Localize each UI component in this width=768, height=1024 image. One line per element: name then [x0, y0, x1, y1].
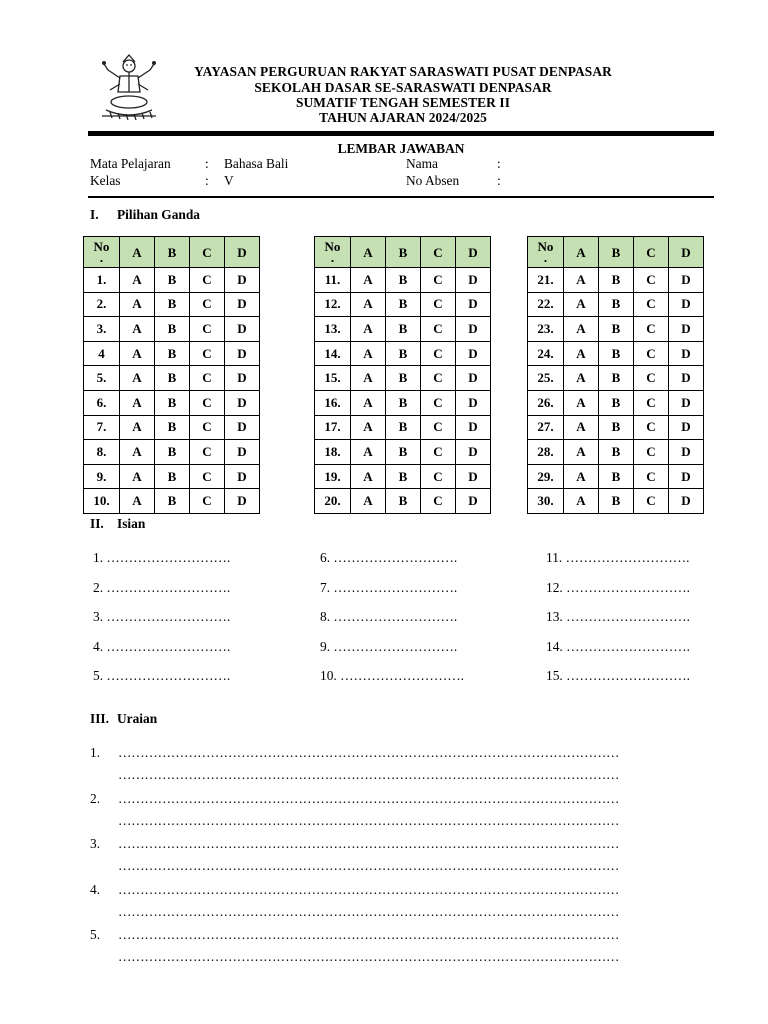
isian-answer-blank[interactable]: 5. ……………………….	[93, 668, 231, 683]
name-label: Nama	[406, 156, 438, 171]
answer-option-b[interactable]: B	[599, 489, 634, 514]
mc-row	[528, 440, 704, 465]
answer-option-c[interactable]: C	[421, 415, 456, 440]
answer-option-a[interactable]: A	[351, 292, 386, 317]
answer-option-b[interactable]: B	[386, 415, 421, 440]
answer-option-a[interactable]: A	[564, 415, 599, 440]
uraian-number: 3.	[90, 836, 101, 851]
question-number: 28.	[528, 440, 564, 465]
answer-option-c[interactable]: C	[190, 464, 225, 489]
mc-header-option: B	[155, 237, 190, 268]
answer-option-b[interactable]: B	[599, 341, 634, 366]
answer-option-b[interactable]: B	[599, 268, 634, 293]
answer-option-c[interactable]: C	[634, 341, 669, 366]
answer-option-a[interactable]: A	[120, 464, 155, 489]
answer-option-d[interactable]: D	[456, 489, 491, 514]
mc-table-1	[83, 236, 260, 514]
question-number: 4	[84, 341, 120, 366]
question-number: 12.	[315, 292, 351, 317]
answer-option-c[interactable]: C	[634, 366, 669, 391]
mc-row	[528, 390, 704, 415]
question-number: 1.	[84, 268, 120, 293]
answer-option-d[interactable]: D	[669, 292, 704, 317]
isian-answer-blank[interactable]: 2. ……………………….	[93, 579, 231, 595]
question-number: 27.	[528, 415, 564, 440]
mc-header-option: B	[599, 237, 634, 268]
mc-row	[528, 415, 704, 440]
question-number: 6.	[84, 390, 120, 415]
isian-answer-blank[interactable]: 8. ……………………….	[320, 609, 458, 624]
mc-row	[84, 341, 260, 366]
answer-option-b[interactable]: B	[599, 292, 634, 317]
answer-option-b[interactable]: B	[386, 317, 421, 342]
answer-option-d[interactable]: D	[669, 366, 704, 391]
answer-option-b[interactable]: B	[599, 464, 634, 489]
isian-answer-blank[interactable]: 10. ……………………….	[320, 668, 464, 683]
answer-option-b[interactable]: B	[386, 464, 421, 489]
isian-answer-blank[interactable]: 7. ……………………….	[320, 579, 458, 595]
answer-option-d[interactable]: D	[669, 268, 704, 293]
answer-option-d[interactable]: D	[456, 268, 491, 293]
mc-row	[528, 366, 704, 391]
section-uraian-number: III.	[90, 711, 109, 726]
uraian-answer-line[interactable]: ……………………………………………………………………………………………………	[118, 767, 620, 782]
answer-option-b[interactable]: B	[155, 464, 190, 489]
answer-option-c[interactable]: C	[190, 268, 225, 293]
answer-option-b[interactable]: B	[386, 341, 421, 366]
answer-option-c[interactable]: C	[634, 440, 669, 465]
question-number: 22.	[528, 292, 564, 317]
answer-option-a[interactable]: A	[120, 440, 155, 465]
answer-option-a[interactable]: A	[351, 440, 386, 465]
isian-answer-blank[interactable]: 13. ……………………….	[546, 609, 690, 624]
mc-row	[315, 366, 491, 391]
mc-row	[315, 440, 491, 465]
answer-option-c[interactable]: C	[634, 268, 669, 293]
answer-option-a[interactable]: A	[564, 440, 599, 465]
mc-row	[315, 341, 491, 366]
question-number: 3.	[84, 317, 120, 342]
uraian-answer-line[interactable]: ……………………………………………………………………………………………………	[118, 927, 620, 942]
answer-option-c[interactable]: C	[190, 341, 225, 366]
header-divider	[88, 131, 714, 136]
answer-option-c[interactable]: C	[421, 317, 456, 342]
answer-option-d[interactable]: D	[669, 489, 704, 514]
answer-option-c[interactable]: C	[190, 317, 225, 342]
answer-option-b[interactable]: B	[155, 268, 190, 293]
question-number: 23.	[528, 317, 564, 342]
answer-option-b[interactable]: B	[155, 366, 190, 391]
mc-row	[84, 464, 260, 489]
question-number: 8.	[84, 440, 120, 465]
mc-table-2	[314, 236, 491, 514]
answer-option-a[interactable]: A	[120, 390, 155, 415]
answer-option-c[interactable]: C	[421, 390, 456, 415]
answer-option-b[interactable]: B	[386, 440, 421, 465]
question-number: 14.	[315, 341, 351, 366]
answer-option-c[interactable]: C	[190, 440, 225, 465]
mc-header-option: B	[386, 237, 421, 268]
answer-option-c[interactable]: C	[190, 292, 225, 317]
answer-option-c[interactable]: C	[421, 341, 456, 366]
answer-option-b[interactable]: B	[155, 390, 190, 415]
isian-answer-blank[interactable]: 3. ……………………….	[93, 609, 231, 624]
answer-option-a[interactable]: A	[351, 341, 386, 366]
isian-answer-blank[interactable]: 11. ……………………….	[546, 550, 690, 565]
answer-option-c[interactable]: C	[190, 489, 225, 514]
mc-row	[315, 292, 491, 317]
question-number: 29.	[528, 464, 564, 489]
mc-row	[528, 292, 704, 317]
mc-row	[528, 464, 704, 489]
answer-option-d[interactable]: D	[456, 292, 491, 317]
mc-header-option: C	[190, 237, 225, 268]
answer-option-c[interactable]: C	[634, 415, 669, 440]
answer-option-a[interactable]: A	[564, 366, 599, 391]
isian-answer-blank[interactable]: 15. ……………………….	[546, 668, 690, 683]
mc-row	[315, 390, 491, 415]
question-number: 5.	[84, 366, 120, 391]
answer-option-b[interactable]: B	[599, 366, 634, 391]
answer-option-c[interactable]: C	[421, 268, 456, 293]
answer-option-a[interactable]: A	[120, 268, 155, 293]
answer-option-c[interactable]: C	[421, 292, 456, 317]
mc-row	[315, 268, 491, 293]
answer-option-b[interactable]: B	[599, 317, 634, 342]
uraian-number: 5.	[90, 927, 101, 942]
info-divider	[88, 196, 714, 198]
mc-header-option: C	[634, 237, 669, 268]
answer-option-b[interactable]: B	[155, 341, 190, 366]
uraian-number: 2.	[90, 790, 101, 806]
question-number: 26.	[528, 390, 564, 415]
header-school: SEKOLAH DASAR SE-SARASWATI DENPASAR	[254, 80, 552, 95]
answer-option-c[interactable]: C	[421, 464, 456, 489]
mc-row	[84, 440, 260, 465]
mc-header-option: A	[564, 237, 599, 268]
answer-option-b[interactable]: B	[155, 415, 190, 440]
question-number: 11.	[315, 268, 351, 293]
uraian-answer-line[interactable]: ……………………………………………………………………………………………………	[118, 858, 620, 873]
question-number: 13.	[315, 317, 351, 342]
header-exam: SUMATIF TENGAH SEMESTER II	[295, 95, 511, 110]
mc-header-option: A	[351, 237, 386, 268]
answer-option-d[interactable]: D	[669, 317, 704, 342]
answer-option-d[interactable]: D	[225, 464, 260, 489]
answer-option-a[interactable]: A	[351, 268, 386, 293]
answer-option-b[interactable]: B	[155, 317, 190, 342]
answer-option-c[interactable]: C	[190, 415, 225, 440]
answer-option-d[interactable]: D	[456, 464, 491, 489]
answer-option-d[interactable]: D	[669, 464, 704, 489]
mc-row	[315, 415, 491, 440]
mc-header-option: A	[120, 237, 155, 268]
answer-option-d[interactable]: D	[456, 341, 491, 366]
answer-option-b[interactable]: B	[386, 366, 421, 391]
answer-option-a[interactable]: A	[351, 390, 386, 415]
question-number: 25.	[528, 366, 564, 391]
answer-option-d[interactable]: D	[669, 341, 704, 366]
answer-option-d[interactable]: D	[456, 415, 491, 440]
question-number: 20.	[315, 489, 351, 514]
answer-option-a[interactable]: A	[564, 341, 599, 366]
uraian-answer-line[interactable]: ……………………………………………………………………………………………………	[118, 949, 620, 964]
mc-header-no: No .	[84, 237, 120, 268]
mc-row	[84, 390, 260, 415]
question-number: 16.	[315, 390, 351, 415]
question-number: 30.	[528, 489, 564, 514]
mc-header-no: No .	[528, 237, 564, 268]
mc-row	[315, 464, 491, 489]
name-field[interactable]: :	[497, 156, 501, 171]
mc-table-3	[527, 236, 704, 514]
answer-option-c[interactable]: C	[634, 317, 669, 342]
mc-row	[84, 489, 260, 514]
isian-answer-blank[interactable]: 14. ……………………….	[546, 638, 690, 654]
answer-option-b[interactable]: B	[386, 292, 421, 317]
section-pg-title: Pilihan Ganda	[117, 207, 200, 222]
isian-answer-blank[interactable]: 9. ……………………….	[320, 638, 458, 654]
answer-option-d[interactable]: D	[225, 366, 260, 391]
answer-option-d[interactable]: D	[225, 440, 260, 465]
answer-option-c[interactable]: C	[190, 390, 225, 415]
answer-option-a[interactable]: A	[351, 317, 386, 342]
answer-option-c[interactable]: C	[190, 366, 225, 391]
answer-option-c[interactable]: C	[634, 489, 669, 514]
answer-option-a[interactable]: A	[120, 415, 155, 440]
answer-option-d[interactable]: D	[225, 292, 260, 317]
answer-option-d[interactable]: D	[456, 390, 491, 415]
section-pg-number: I.	[90, 207, 99, 222]
answer-option-a[interactable]: A	[564, 268, 599, 293]
class-label: Kelas	[90, 173, 121, 188]
mc-header-no: No .	[315, 237, 351, 268]
mc-row	[315, 317, 491, 342]
uraian-answer-line[interactable]: ……………………………………………………………………………………………………	[118, 881, 620, 897]
answer-option-d[interactable]: D	[225, 415, 260, 440]
mc-row	[315, 489, 491, 514]
section-isian-title: Isian	[117, 516, 146, 531]
section-isian-number: II.	[90, 516, 104, 531]
question-number: 17.	[315, 415, 351, 440]
question-number: 7.	[84, 415, 120, 440]
answer-option-a[interactable]: A	[120, 366, 155, 391]
mc-row	[84, 268, 260, 293]
question-number: 10.	[84, 489, 120, 514]
question-number: 24.	[528, 341, 564, 366]
mc-row	[84, 366, 260, 391]
mc-header-option: D	[669, 237, 704, 268]
saraswati-logo-icon	[96, 52, 162, 124]
answer-option-c[interactable]: C	[421, 440, 456, 465]
subject-colon: :	[205, 156, 209, 171]
uraian-answer-line[interactable]: ……………………………………………………………………………………………………	[118, 812, 620, 828]
mc-row	[528, 489, 704, 514]
answer-option-d[interactable]: D	[669, 440, 704, 465]
answer-option-a[interactable]: A	[120, 341, 155, 366]
answer-option-b[interactable]: B	[155, 489, 190, 514]
answer-option-a[interactable]: A	[120, 489, 155, 514]
answer-option-d[interactable]: D	[225, 489, 260, 514]
absen-label: No Absen	[406, 173, 460, 188]
answer-option-b[interactable]: B	[599, 390, 634, 415]
answer-option-a[interactable]: A	[351, 366, 386, 391]
answer-option-b[interactable]: B	[599, 415, 634, 440]
answer-option-b[interactable]: B	[155, 292, 190, 317]
answer-option-b[interactable]: B	[155, 440, 190, 465]
header-year: TAHUN AJARAN 2024/2025	[319, 110, 487, 125]
question-number: 19.	[315, 464, 351, 489]
answer-option-d[interactable]: D	[456, 366, 491, 391]
answer-option-d[interactable]: D	[225, 390, 260, 415]
mc-row	[84, 317, 260, 342]
question-number: 9.	[84, 464, 120, 489]
uraian-number: 4.	[90, 881, 101, 897]
answer-option-c[interactable]: C	[634, 464, 669, 489]
answer-option-a[interactable]: A	[120, 317, 155, 342]
answer-option-b[interactable]: B	[386, 268, 421, 293]
answer-option-a[interactable]: A	[564, 390, 599, 415]
answer-option-a[interactable]: A	[351, 489, 386, 514]
mc-row	[84, 292, 260, 317]
question-number: 18.	[315, 440, 351, 465]
answer-option-a[interactable]: A	[564, 464, 599, 489]
uraian-answer-line[interactable]: ……………………………………………………………………………………………………	[118, 903, 620, 919]
mc-row	[84, 415, 260, 440]
isian-answer-blank[interactable]: 12. ……………………….	[546, 579, 690, 595]
subject-label: Mata Pelajaran	[90, 156, 171, 171]
mc-header-option: D	[456, 237, 491, 268]
answer-option-a[interactable]: A	[564, 489, 599, 514]
answer-option-d[interactable]: D	[225, 317, 260, 342]
answer-option-c[interactable]: C	[421, 366, 456, 391]
section-uraian-title: Uraian	[117, 711, 158, 726]
answer-option-c[interactable]: C	[634, 292, 669, 317]
header-foundation: YAYASAN PERGURUAN RAKYAT SARASWATI PUSAT DENPASAR	[194, 64, 612, 79]
answer-option-c[interactable]: C	[421, 489, 456, 514]
class-colon: :	[205, 173, 209, 188]
answer-option-d[interactable]: D	[456, 440, 491, 465]
answer-option-b[interactable]: B	[599, 440, 634, 465]
answer-option-b[interactable]: B	[386, 390, 421, 415]
uraian-number: 1.	[90, 745, 101, 760]
isian-answer-blank[interactable]: 4. ……………………….	[93, 638, 231, 654]
answer-option-d[interactable]: D	[669, 390, 704, 415]
answer-option-d[interactable]: D	[456, 317, 491, 342]
answer-option-b[interactable]: B	[386, 489, 421, 514]
sheet-title: LEMBAR JAWABAN	[337, 141, 465, 156]
mc-row	[528, 317, 704, 342]
question-number: 21.	[528, 268, 564, 293]
class-value: V	[224, 173, 234, 188]
uraian-answer-line[interactable]: ……………………………………………………………………………………………………	[118, 790, 620, 806]
isian-answer-blank[interactable]: 1. ……………………….	[93, 550, 231, 565]
mc-row	[528, 268, 704, 293]
answer-option-a[interactable]: A	[564, 317, 599, 342]
absen-field[interactable]: :	[497, 173, 501, 188]
question-number: 2.	[84, 292, 120, 317]
mc-row	[528, 341, 704, 366]
answer-option-a[interactable]: A	[351, 415, 386, 440]
question-number: 15.	[315, 366, 351, 391]
uraian-answer-line[interactable]: ……………………………………………………………………………………………………	[118, 836, 620, 851]
answer-option-d[interactable]: D	[669, 415, 704, 440]
subject-value: Bahasa Bali	[224, 156, 289, 171]
answer-option-a[interactable]: A	[564, 292, 599, 317]
answer-option-d[interactable]: D	[225, 268, 260, 293]
mc-header-option: C	[421, 237, 456, 268]
isian-answer-blank[interactable]: 6. ……………………….	[320, 550, 458, 565]
answer-option-d[interactable]: D	[225, 341, 260, 366]
mc-header-option: D	[225, 237, 260, 268]
answer-option-c[interactable]: C	[634, 390, 669, 415]
uraian-answer-line[interactable]: ……………………………………………………………………………………………………	[118, 745, 620, 760]
answer-option-a[interactable]: A	[120, 292, 155, 317]
answer-option-a[interactable]: A	[351, 464, 386, 489]
